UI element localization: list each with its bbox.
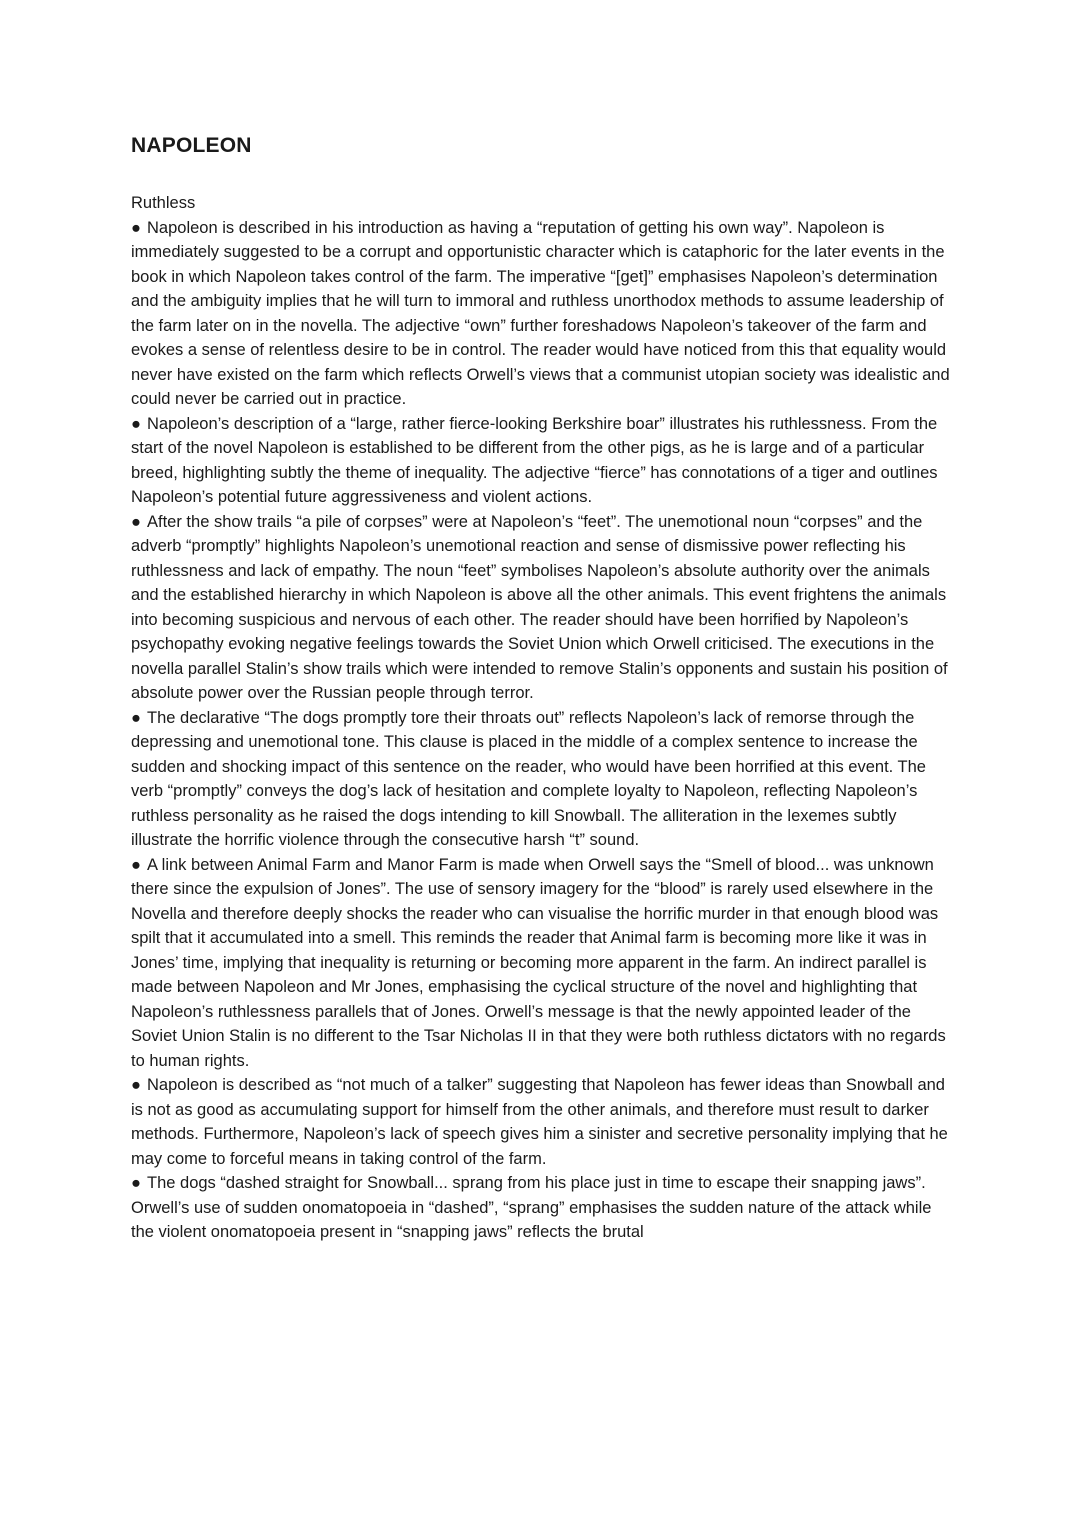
document-title: NAPOLEON — [131, 134, 252, 157]
bullet-icon: ● — [131, 218, 141, 237]
paragraph-text: A link between Animal Farm and Manor Farm is made when Orwell says the “Smell of blood... was unknown there since the expulsion of Jones”. The use of sensory imagery for the “blood” is rarely used elsewhere in the Novella and therefore deeply shocks the reader who can visualise the horrific murder in that enough blood was spilt that it accumulated into a smell. This reminds the reader that Animal farm is becoming more like it was in Jones’ time, implying that inequality is returning or becoming more apparent in the farm. An indirect parallel is made between Napoleon and Mr Jones, emphasising the cyclical structure of the novel and highlighting that Napoleon’s ruthlessness parallels that of Jones. Orwell’s message is that the newly appointed leader of the Soviet Union Stalin is no different to the Tsar Nicholas II in that they were both ruthless dictators with no regards to human rights. — [131, 855, 946, 1070]
bullet-icon: ● — [131, 1174, 141, 1192]
paragraph-dashed-straight — [131, 1171, 956, 1245]
paragraph-smell-of-blood — [131, 853, 956, 1074]
paragraph-text: Napoleon is described in his introduction as having a “reputation of getting his own way”. Napoleon is immediately suggested to be a corrupt and opportunistic character which is cataphoric for the later events in the book in which Napoleon takes control of the farm. The imperative “[get]” emphasises Napoleon’s determination and the ambiguity implies that he will turn to immoral and ruthless unorthodox methods to assume leadership of the farm later on in the novella. The adjective “own” further foreshadows Napoleon’s takeover of the farm and evokes a sense of relentless desire to be in control. The reader would have noticed from this that equality would never have existed on the farm which reflects Orwell’s views that a communist utopian society was idealistic and could never be carried out in practice. — [131, 218, 950, 408]
paragraph-text: After the show trails “a pile of corpses” were at Napoleon’s “feet”. The unemotional noun “corpses” and the adverb “promptly” highlights Napoleon’s unemotional reaction and sense of dismissive power reflecting his ruthlessness and lack of empathy. The noun “feet” symbolises Napoleon’s absolute authority over the animals and the established hierarchy in which Napoleon is above all the other animals. This event frightens the animals into becoming suspicious and nervous of each other. The reader should have been horrified by Napoleon’s psychopathy evoking negative feelings towards the Soviet Union which Orwell criticised. The executions in the novella parallel Stalin’s show trails which were intended to remove Stalin’s opponents and sustain his position of absolute power over the Russian people through terror. — [131, 512, 948, 702]
paragraph-text: The declarative “The dogs promptly tore their throats out” reflects Napoleon’s lack of remorse through the depressing and unemotional tone. This clause is placed in the middle of a complex sentence to increase the sudden and shocking impact of this sentence on the reader, who would have been horrified at this event. The verb “promptly” conveys the dog’s lack of hesitation and complete loyalty to Napoleon, reflecting Napoleon’s ruthless personality as he raised the dogs intending to kill Snowball. The alliteration in the lexemes subtly illustrate the horrific violence through the consecutive harsh “t” sound. — [131, 708, 926, 849]
paragraph-text: The dogs “dashed straight for Snowball... sprang from his place just in time to escape their snapping jaws”. Orwell’s use of sudden onomatopoeia in “dashed”, “sprang” emphasises the sudden nature of the attack while the violent onomatopoeia present in “snapping jaws” reflects the brutal — [131, 1174, 932, 1241]
paragraph-text: Napoleon is described as “not much of a talker” suggesting that Napoleon has fewer ideas than Snowball and is not as good as accumulating support for himself from the other animals, and therefore must result to darker methods. Furthermore, Napoleon’s lack of speech gives him a sinister and secretive personality implying that he may come to forceful means in taking control of the farm. — [131, 1076, 948, 1168]
bullet-icon: ● — [131, 1076, 141, 1094]
paragraph-declarative — [131, 706, 956, 853]
bullet-icon: ● — [131, 414, 141, 433]
paragraph-berkshire-boar — [131, 412, 956, 510]
paragraph-pile-of-corpses — [131, 510, 956, 706]
bullet-icon: ● — [131, 512, 141, 531]
section-heading: Ruthless — [131, 194, 196, 212]
document-page — [131, 134, 956, 1245]
bullet-icon: ● — [131, 855, 141, 874]
paragraph-not-much-of-a-talker — [131, 1073, 956, 1171]
paragraph-reputation — [131, 216, 956, 412]
paragraph-text: Napoleon’s description of a “large, rather fierce-looking Berkshire boar” illustrates his ruthlessness. From the start of the novel Napoleon is established to be different from the other pigs, as he is large and of a particular breed, highlighting subtly the theme of inequality. The adjective “fierce” has connotations of a tiger and outlines Napoleon’s potential future aggressiveness and violent actions. — [131, 414, 938, 506]
bullet-icon: ● — [131, 708, 141, 727]
